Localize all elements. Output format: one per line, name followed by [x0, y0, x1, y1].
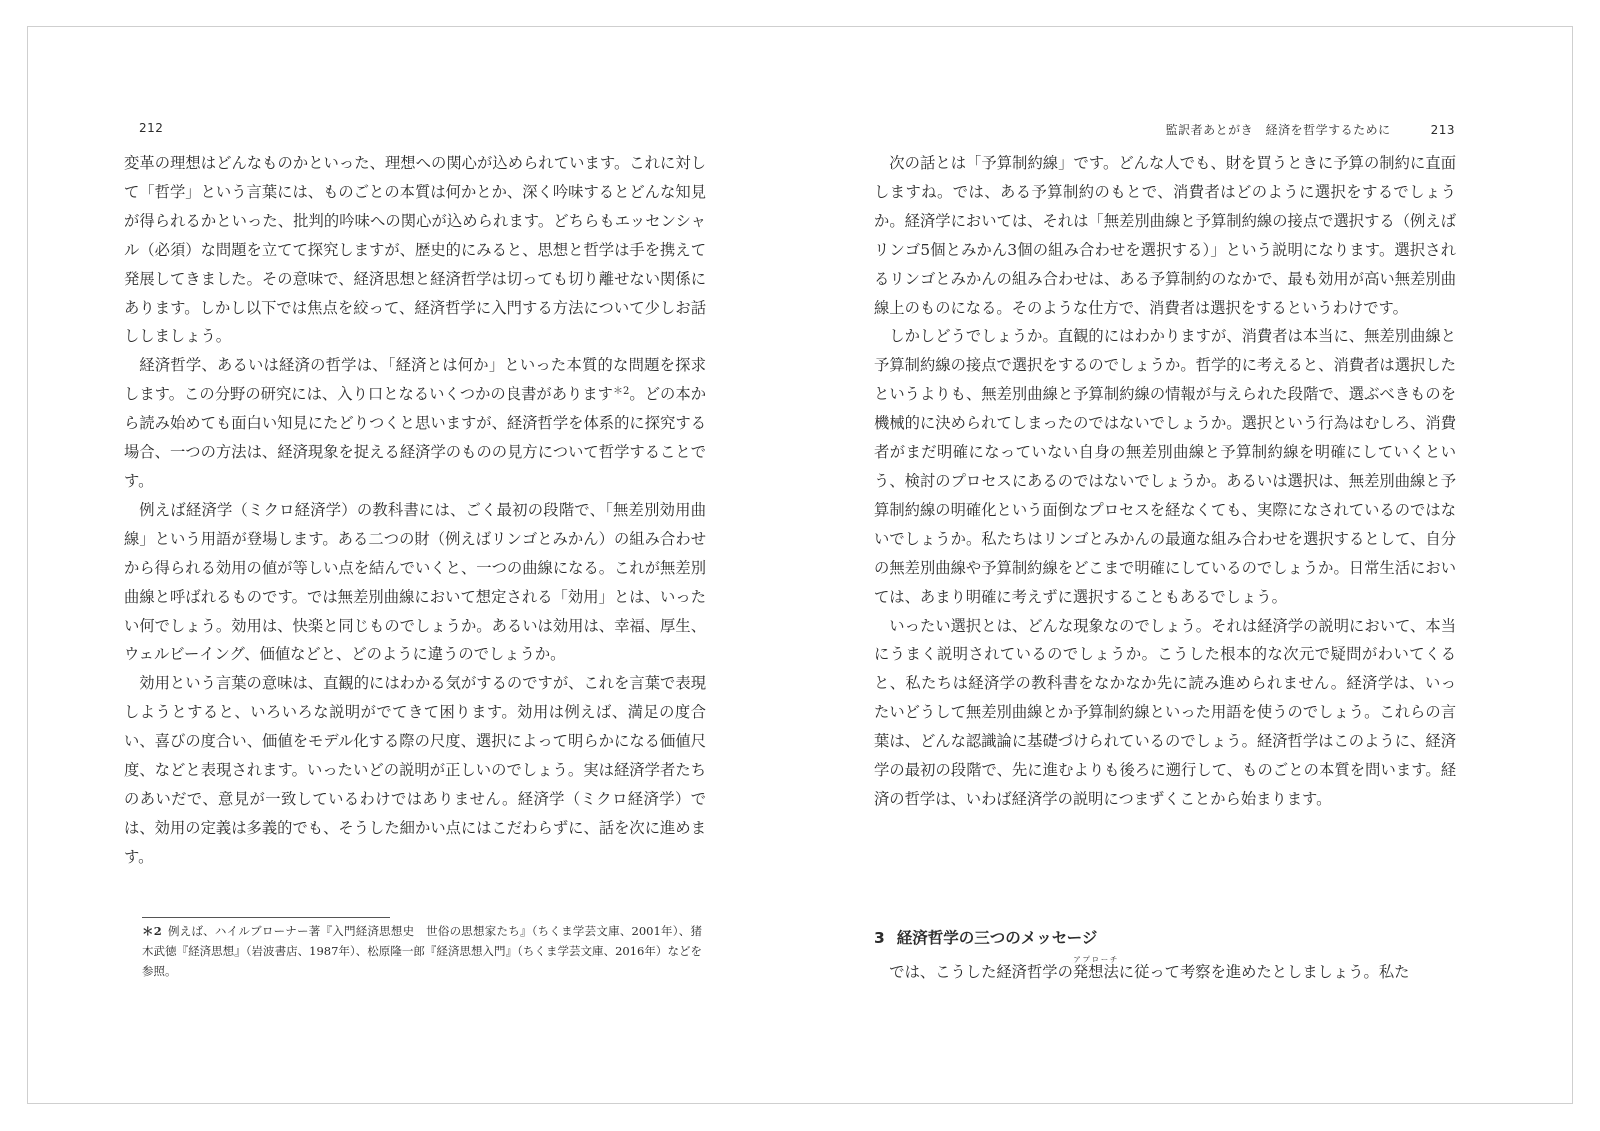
footnote-text: 例えば、ハイルブローナー著『入門経済思想史 世俗の思想家たち』（ちくま学芸文庫、2001年）、猪木武徳『経済思想』（岩波書店、1987年）、松原隆一郎『経済思想入門』（ちくま学芸文庫、2016年）などを参照。: [142, 924, 702, 978]
paragraph-text: では、こうした経済哲学の: [889, 963, 1073, 981]
ruby-reading: アプローチ: [1072, 955, 1119, 964]
running-head-title: 監訳者あとがき 経済を哲学するために: [1165, 123, 1391, 137]
left-body-text: [124, 149, 706, 872]
paragraph: 例えば経済学（ミクロ経済学）の教科書には、ごく最初の段階で、「無差別効用曲線」という用語が登場します。ある二つの財（例えばリンゴとみかん）の組み合わせから得られる効用の値が等しい点を結んでいくと、一つの曲線になる。これが無差別曲線と呼ばれるものです。では無差別曲線において想定される「効用」とは、いったい何でしょう。効用は、快楽と同じものでしょうか。あるいは効用は、幸福、厚生、ウェルビーイング、価値などと、どのように違うのでしょうか。: [124, 500, 706, 664]
footnote-reference[interactable]: ＊2: [613, 386, 630, 398]
ruby-base: 発想法: [1072, 963, 1119, 981]
ruby-annotated-word: [1072, 955, 1119, 981]
paragraph: いったい選択とは、どんな現象なのでしょう。それは経済学の説明において、本当にうまく説明されているのでしょうか。こうした根本的な次元で疑問がわいてくると、私たちは経済学の教科書をなかなか先に読み進められません。経済学は、いったいどうして無差別曲線とか予算制約線といった用語を使うのでしょう。これらの言葉は、どんな認識論に基礎づけられているのでしょう。経済哲学はこのように、経済学の最初の段階で、先に進むよりも後ろに遡行して、ものごとの本質を問います。経済の哲学は、いわば経済学の説明につまずくことから始まります。: [874, 616, 1456, 808]
paragraph: しかしどうでしょうか。直観的にはわかりますが、消費者は本当に、無差別曲線と予算制約線の接点で選択をするのでしょうか。哲学的に考えると、消費者は選択したというよりも、無差別曲線と予算制約線の情報が与えられた段階で、選ぶべきものを機械的に決められてしまったのではないでしょうか。選択という行為はむしろ、消費者がまだ明確になっていない自身の無差別曲線と予算制約線を明確にしていくという、検討のプロセスにあるのではないでしょうか。あるいは選択は、無差別曲線と予算制約線の明確化という面倒なプロセスを経なくても、実際になされているのではないでしょうか。私たちはリンゴとみかんの最適な組み合わせを選択するとして、自分の無差別曲線や予算制約線をどこまで明確にしているのでしょうか。日常生活においては、あまり明確に考えずに選択することもあるでしょう。: [874, 327, 1456, 606]
paragraph-text: に従って考察を進めたとしましょう。私た: [1118, 963, 1410, 981]
paragraph: 効用という言葉の意味は、直観的にはわかる気がするのですが、これを言葉で表現しようとすると、いろいろな説明がでてきて困ります。効用は例えば、満足の度合い、喜びの度合い、価値をモデル化する際の尺度、選択によって明らかになる価値尺度、などと表現されます。いったいどの説明が正しいのでしょう。実は経済学者たちのあいだで、意見が一致しているわけではありません。経済学（ミクロ経済学）では、効用の定義は多義的でも、そうした細かい点にはこだわらずに、話を次に進めます。: [124, 674, 706, 866]
paragraph-with-note: [124, 351, 706, 496]
page-number-right: 213: [1430, 123, 1455, 137]
paragraph-text: 経済哲学、あるいは経済の哲学は、「経済とは何か」といった本質的な問題を探求します。この分野の研究には、入り口となるいくつかの良書があります: [124, 356, 706, 404]
footnote: [142, 921, 702, 981]
section-number: 3: [874, 929, 885, 947]
paragraph: 変革の理想はどんなものかといった、理想への関心が込められています。これに対して「哲学」という言葉には、ものごとの本質は何かとか、深く吟味するとどんな知見が得られるかといった、批判的吟味への関心が込められます。どちらもエッセンシャル（必須）な問題を立てて探究しますが、歴史的にみると、思想と哲学は手を携えて発展してきました。その意味で、経済思想と経済哲学は切っても切り離せない関係にあります。しかし以下では焦点を絞って、経済哲学に入門する方法について少しお話ししましょう。: [124, 154, 706, 346]
paragraph: 次の話とは「予算制約線」です。どんな人でも、財を買うときに予算の制約に直面しますね。では、ある予算制約のもとで、消費者はどのように選択をするでしょうか。経済学においては、それは「無差別曲線と予算制約線の接点で選択する（例えばリンゴ5個とみかん3個の組み合わせを選択する）」という説明になります。選択されるリンゴとみかんの組み合わせは、ある予算制約のなかで、最も効用が高い無差別曲線上のものになる。そのような仕方で、消費者は選択をするというわけです。: [874, 154, 1456, 317]
running-head: [1166, 121, 1455, 138]
footnote-divider: [142, 917, 390, 918]
paragraph: [874, 955, 1456, 987]
page-number-left: 212: [139, 121, 164, 135]
right-last-paragraph: [874, 955, 1456, 987]
footnote-mark: ＊2: [142, 924, 162, 938]
paragraph-text: 。どの本から読み始めても面白い知見にたどりつくと思いますが、経済哲学を体系的に探究する場合、一つの方法は、経済現象を捉える経済学のものの見方について哲学することです。: [124, 385, 706, 490]
right-body-text: [874, 149, 1456, 814]
section-title: 経済哲学の三つのメッセージ: [896, 929, 1098, 947]
section-heading: [874, 926, 1097, 948]
